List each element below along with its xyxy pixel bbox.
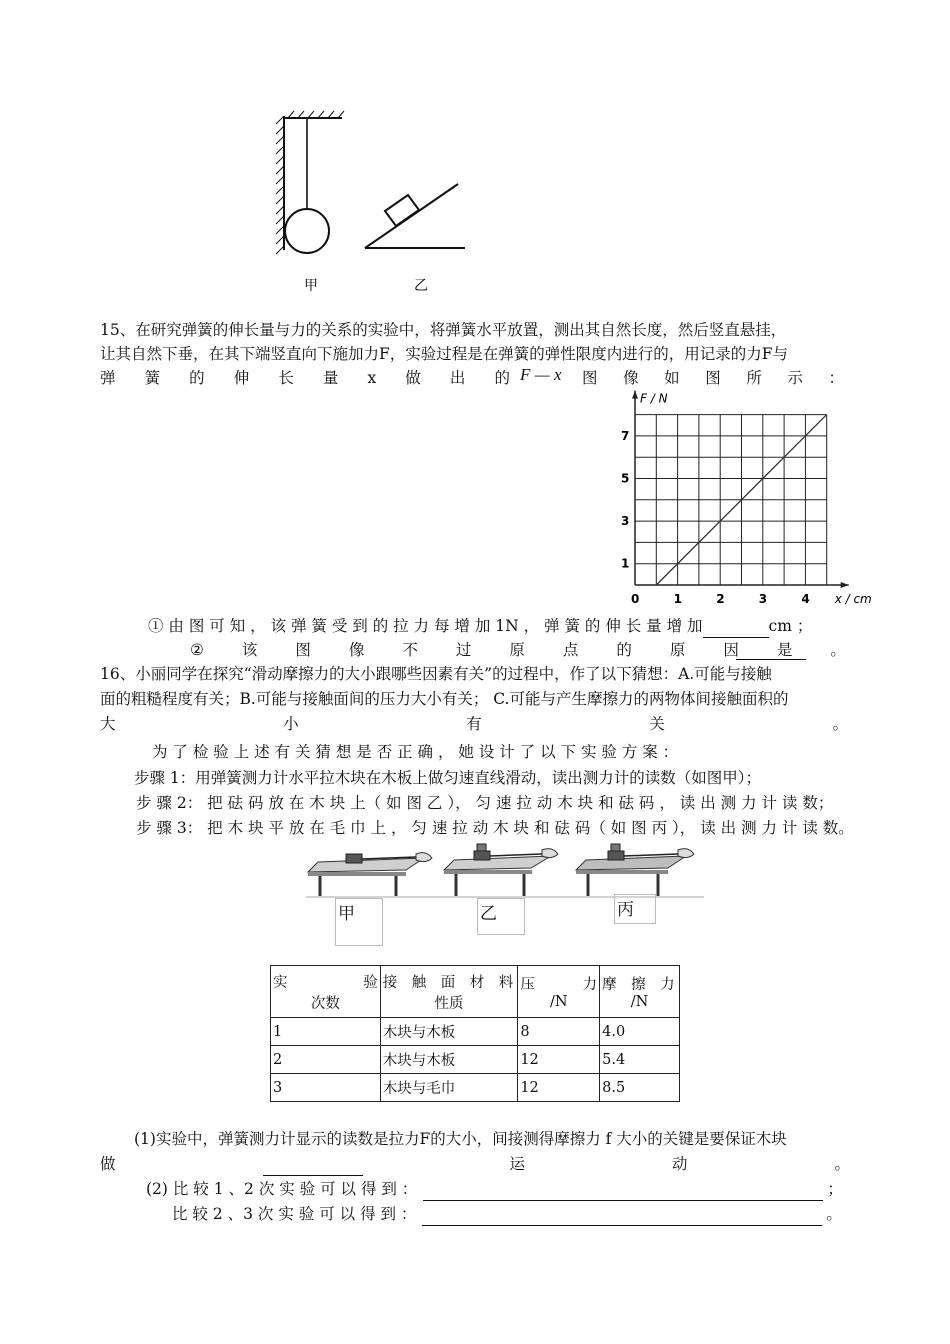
- q15-char: 长: [278, 369, 294, 387]
- q15-sub2-char: 图: [295, 641, 311, 659]
- cell-surface: 木块与毛巾: [380, 1074, 518, 1102]
- y-tick-label: 1: [621, 556, 630, 571]
- q15-sub1-text: ① 由 图 可 知 ， 该 弹 簧 受 到 的 拉 力 每 增 加 1N ， 弹 簧 的 伸 长 量 增 加: [148, 617, 703, 635]
- x-axis-arrow: [841, 582, 849, 588]
- q15-sub2-char: 是: [776, 641, 793, 659]
- q15-sub2-char: 过: [455, 641, 472, 659]
- q15-sub2-char: ②: [190, 641, 204, 659]
- friction-experiment-figure: [306, 840, 706, 900]
- p1-word-zuo: 做: [100, 1155, 116, 1173]
- fig-label-box-c: [614, 894, 656, 924]
- p2-b-text: 比 较 2 、3 次 实 验 可 以 得 到 ：: [172, 1205, 417, 1223]
- cell-pressure: 8: [518, 1018, 600, 1046]
- q15-sub1: [148, 615, 812, 638]
- q15-char: 的: [189, 369, 205, 387]
- q15-char: 簧: [144, 369, 161, 387]
- x-tick-label: 4: [801, 592, 810, 606]
- q15-char: 的: [494, 369, 510, 387]
- experiment-table: [270, 965, 680, 1102]
- q15-sub2-char: 的: [616, 641, 632, 659]
- cell-pressure: 12: [518, 1074, 600, 1102]
- q15-char: 所: [746, 369, 762, 387]
- p1-word-dong: 动: [671, 1155, 688, 1173]
- cell-trial: 3: [271, 1074, 381, 1102]
- p2-b-end: 。: [826, 1205, 842, 1223]
- cell-friction: 5.4: [600, 1046, 680, 1074]
- q15-sub2-char: 因: [723, 641, 739, 659]
- q15-sub2: [190, 639, 846, 661]
- q15-char: 做: [405, 369, 421, 387]
- th-friction: 摩 擦 力 /N: [600, 966, 680, 1018]
- y-axis-arrow: [632, 391, 638, 399]
- y-axis-label: F / N: [640, 391, 668, 406]
- fig-label-box-b: [477, 898, 525, 935]
- fig-label-c: 丙: [617, 900, 634, 920]
- fig-label-box-a: [335, 898, 383, 946]
- table-row: [271, 1046, 680, 1074]
- answer-blank-compare-12[interactable]: [423, 1178, 823, 1201]
- x-tick-label: 1: [673, 592, 682, 606]
- table-row: [271, 1074, 680, 1102]
- q15-char: 弹: [100, 369, 116, 387]
- y-tick-label: 5: [621, 471, 630, 486]
- cell-friction: 8.5: [600, 1074, 680, 1102]
- table-row: [271, 1018, 680, 1046]
- y-tick-label: 3: [621, 514, 630, 529]
- fig-label-b: 乙: [480, 904, 497, 924]
- q15-sub2-char: 点: [562, 641, 579, 659]
- q16-p1-line2: [100, 1153, 850, 1176]
- fx-formula: F — x: [520, 365, 562, 384]
- q16-p2-b: [172, 1203, 842, 1226]
- q15-char: 如: [664, 369, 680, 387]
- x-tick-label: 3: [758, 592, 768, 606]
- q15-sub2-char: 该: [241, 641, 258, 659]
- q15-char: 示: [787, 369, 803, 387]
- q16-line1: 16、小丽同学在探究“滑动摩擦力的大小跟哪些因素有关”的过程中，作了以下猜想：A.可能与接触: [100, 665, 772, 683]
- q15-char: 出: [449, 369, 466, 387]
- x-tick-label: 0: [631, 592, 640, 606]
- x-tick-label: 2: [716, 592, 725, 606]
- cell-surface: 木块与木板: [380, 1046, 518, 1074]
- q16-p1-line1: (1)实验中，弹簧测力计显示的读数是拉力F的大小，间接测得摩擦力 f 大小的关键是要保证木块: [134, 1130, 787, 1148]
- fig-label-a: 甲: [338, 904, 355, 924]
- p1-end: 。: [834, 1155, 850, 1173]
- q16-line3: [100, 713, 848, 735]
- q15-char: 量: [322, 369, 339, 387]
- q16-step2: 步 骤 2： 把 砝 码 放 在 木 块 上（ 如 图 乙 ）， 匀 速 拉 动 木 块 和 砝 码 ， 读 出 测 力 计 读 数；: [136, 794, 834, 812]
- answer-blank-compare-23[interactable]: [422, 1203, 822, 1226]
- q16-char: 大: [100, 715, 116, 733]
- x-axis-label: x / cm: [834, 592, 872, 606]
- q15-sub2-char: 。: [830, 641, 846, 659]
- q15-line1: 15、在研究弹簧的伸长量与力的关系的实验中，将弹簧水平放置，测出其自然长度，然后竖直悬挂，: [100, 321, 787, 339]
- q15-char: 伸: [233, 369, 250, 387]
- p2-a-end: ；: [827, 1180, 843, 1198]
- q15-sub2-char: 原: [669, 641, 686, 659]
- q16-line4: 为 了 检 验 上 述 有 关 猜 想 是 否 正 确 ， 她 设 计 了 以 下 实 验 方 案 ：: [152, 743, 679, 761]
- cell-trial: 1: [271, 1018, 381, 1046]
- cell-surface: 木块与木板: [380, 1018, 518, 1046]
- q15-sub2-char: 不: [402, 641, 418, 659]
- q16-step3: 步 骤 3： 把 木 块 平 放 在 毛 巾 上 ， 匀 速 拉 动 木 块 和 砝 码（ 如 图 丙 ）， 读 出 测 力 计 读 数。: [136, 819, 854, 837]
- cell-friction: 4.0: [600, 1018, 680, 1046]
- table-header-row: [271, 966, 680, 1018]
- p2-a-text: (2) 比 较 1 、2 次 实 验 可 以 得 到 ：: [146, 1180, 418, 1198]
- figure-pendulum-incline: [260, 108, 470, 298]
- q16-char: 关: [649, 715, 665, 733]
- th-pressure: 压 力 /N: [518, 966, 600, 1018]
- y-tick-label: 7: [621, 428, 630, 443]
- figure-label-b: 乙: [414, 278, 428, 294]
- q15-sub2-char: 原: [509, 641, 525, 659]
- cell-pressure: 12: [518, 1046, 600, 1074]
- q16-char: 小: [283, 715, 299, 733]
- q15-char: ：: [828, 369, 844, 387]
- cell-trial: 2: [271, 1046, 381, 1074]
- q15-sub2-char: 像: [348, 641, 365, 659]
- q16-step1: 步骤 1：用弹簧测力计水平拉木块在木板上做匀速直线滑动，读出测力计的读数（如图甲）；: [134, 769, 762, 787]
- p1-word-yun: 运: [509, 1155, 525, 1173]
- answer-blank-reason[interactable]: [736, 659, 806, 660]
- q16-char: 有: [466, 715, 482, 733]
- answer-blank-motion[interactable]: [263, 1153, 363, 1176]
- figure-label-a: 甲: [304, 278, 318, 294]
- q16-p2-a: [146, 1178, 843, 1201]
- answer-blank-extension[interactable]: [703, 615, 769, 638]
- q16-char: 。: [832, 715, 848, 733]
- q15-char: 图: [705, 369, 721, 387]
- th-trial: 实 验 次数: [271, 966, 381, 1018]
- q15-line2: 让其自然下垂，在其下端竖直向下施加力F，实验过程是在弹簧的弹性限度内进行的，用记录的力F与: [100, 345, 789, 363]
- q15-char: 像: [623, 369, 639, 387]
- q15-char: x: [367, 369, 377, 387]
- q15-char: 图: [582, 369, 598, 387]
- q15-line3-a: [100, 367, 510, 389]
- f-x-graph: [590, 385, 872, 610]
- th-surface: 接 触 面 材 料 性质: [380, 966, 518, 1018]
- q15-sub1-unit: cm ；: [768, 617, 813, 635]
- q16-line2: 面的粗糙程度有关；B.可能与接触面间的压力大小有关； C.可能与产生摩擦力的两物体间接触面积的: [100, 690, 789, 708]
